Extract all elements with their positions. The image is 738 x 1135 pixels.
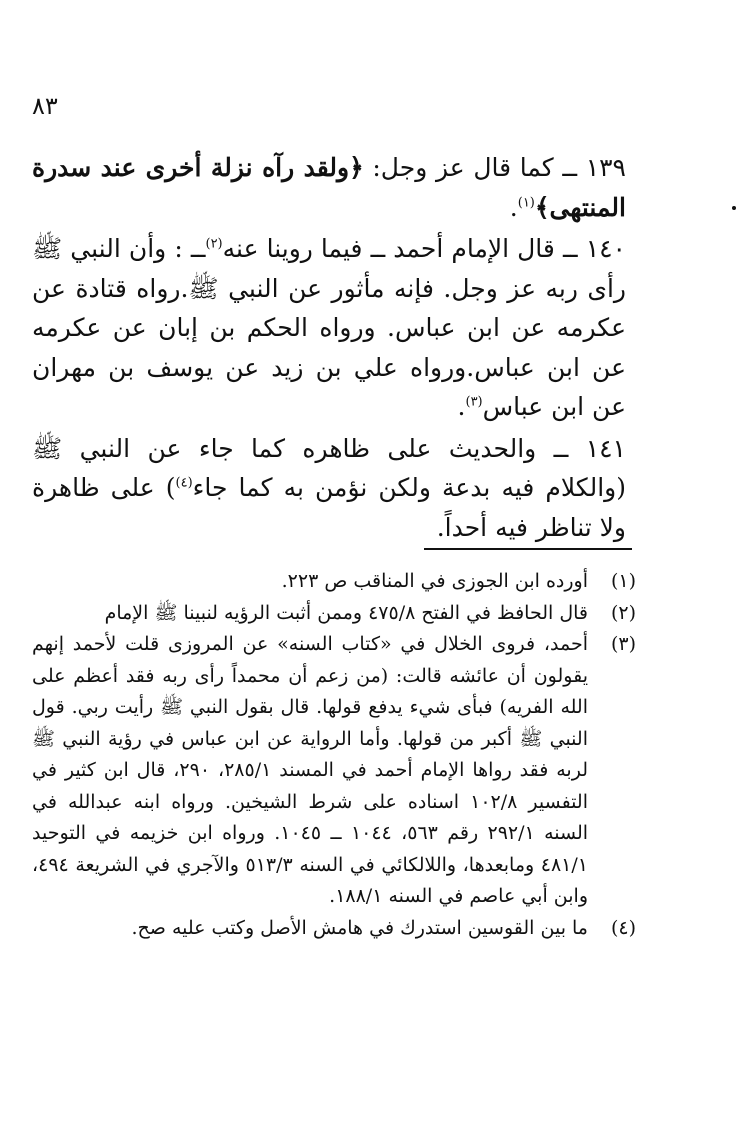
paragraph-140-body: ــ : وأن النبي ﷺ رأى ربه عز وجل. فإنه مأثور عن النبي ﷺ.رواه قتادة عن عكرمه عن ابن عباس. ورواه الحكم بن إبان عن عكرمه عن ابن عباس.ورواه علي بن زيد عن يوسف بن مهران عن ابن عباس [32,234,626,421]
footnote-text: أورده ابن الجوزى في المناقب ص ٢٢٣. [281,570,588,592]
footnote-number: (٣) [610,633,636,655]
footnote-ref-4: (٤) [175,475,193,491]
footnote-number: (٤) [610,916,636,939]
paragraph-139-end: . [509,192,518,222]
quran-quote: ﴿ولقد رآه نزلة أخرى عند سدرة المنتهى﴾ [32,153,626,222]
footnote-number: (٢) [610,601,636,624]
footnote-3 [32,629,636,913]
paragraph-141-end: ) على ظاهرة ولا تناظر فيه أحداً. [32,473,626,542]
main-text [32,148,626,547]
footnote-text: أحمد، فروى الخلال في «كتاب السنه» عن المروزى قلت لأحمد إنهم يقولون أن عائشه قالت: (من زعم أن محمداً رأى ربه فقد أعظم على الله الفريه) فبأى شيء يدفع قولها. قال بقول النبي ﷺ رأيت ربي. قول النبي ﷺ أكبر من قولها. وأما الرواية عن ابن عباس في رؤية النبي ﷺ لربه فقد رواها الإمام أحمد في المسند ٢٨٥/١، ٢٩٠، قال ابن كثير في التفسير ١٠٢/٨ اسناده على شرط الشيخين. ورواه ابنه عبدالله في السنه ٢٩٢/١ رقم ٥٦٣، ١٠٤٤ ــ ١٠٤٥. ورواه ابن خزيمه في التوحيد ٤٨١/١ ومابعدها، واللالكائي في السنه ٥١٣/٣ والآجري في الشريعة ٤٩٤، وابن أبي عاصم في السنه ١٨٨/١. [32,633,589,907]
footnote-1 [32,566,636,598]
footnote-ref-3: (٣) [465,394,483,410]
footnote-text: ما بين القوسين استدرك في هامش الأصل وكتب عليه صح. [131,916,588,939]
paragraph-139 [32,148,626,227]
footnote-ref-1: (١) [517,195,535,211]
paragraph-140 [32,229,626,427]
footnotes [32,566,636,944]
footnote-2 [32,598,636,630]
footnote-number: (١) [610,570,636,592]
footnote-text: قال الحافظ في الفتح ٤٧٥/٨ وممن أثبت الرؤيه لنبينا ﷺ الإمام [104,601,588,624]
page-number: ٨٣ [32,92,58,120]
paragraph-141-start: ١٤١ ــ والحديث على ظاهره كما جاء عن النبي ﷺ (والكلام فيه بدعة ولكن نؤمن به كما جاء [32,433,626,502]
paragraph-140-end: . [457,392,466,421]
footnote-4 [32,913,636,945]
footnote-ref-2: (٢) [205,236,223,252]
footnote-divider [424,548,632,550]
paragraph-140-start: ١٤٠ ــ قال الإمام أحمد ــ فيما روينا عنه [222,234,626,263]
paragraph-141 [32,429,626,548]
paragraph-139-prefix: ١٣٩ ــ كما قال عز وجل: [363,153,626,182]
page-speck [732,206,736,210]
